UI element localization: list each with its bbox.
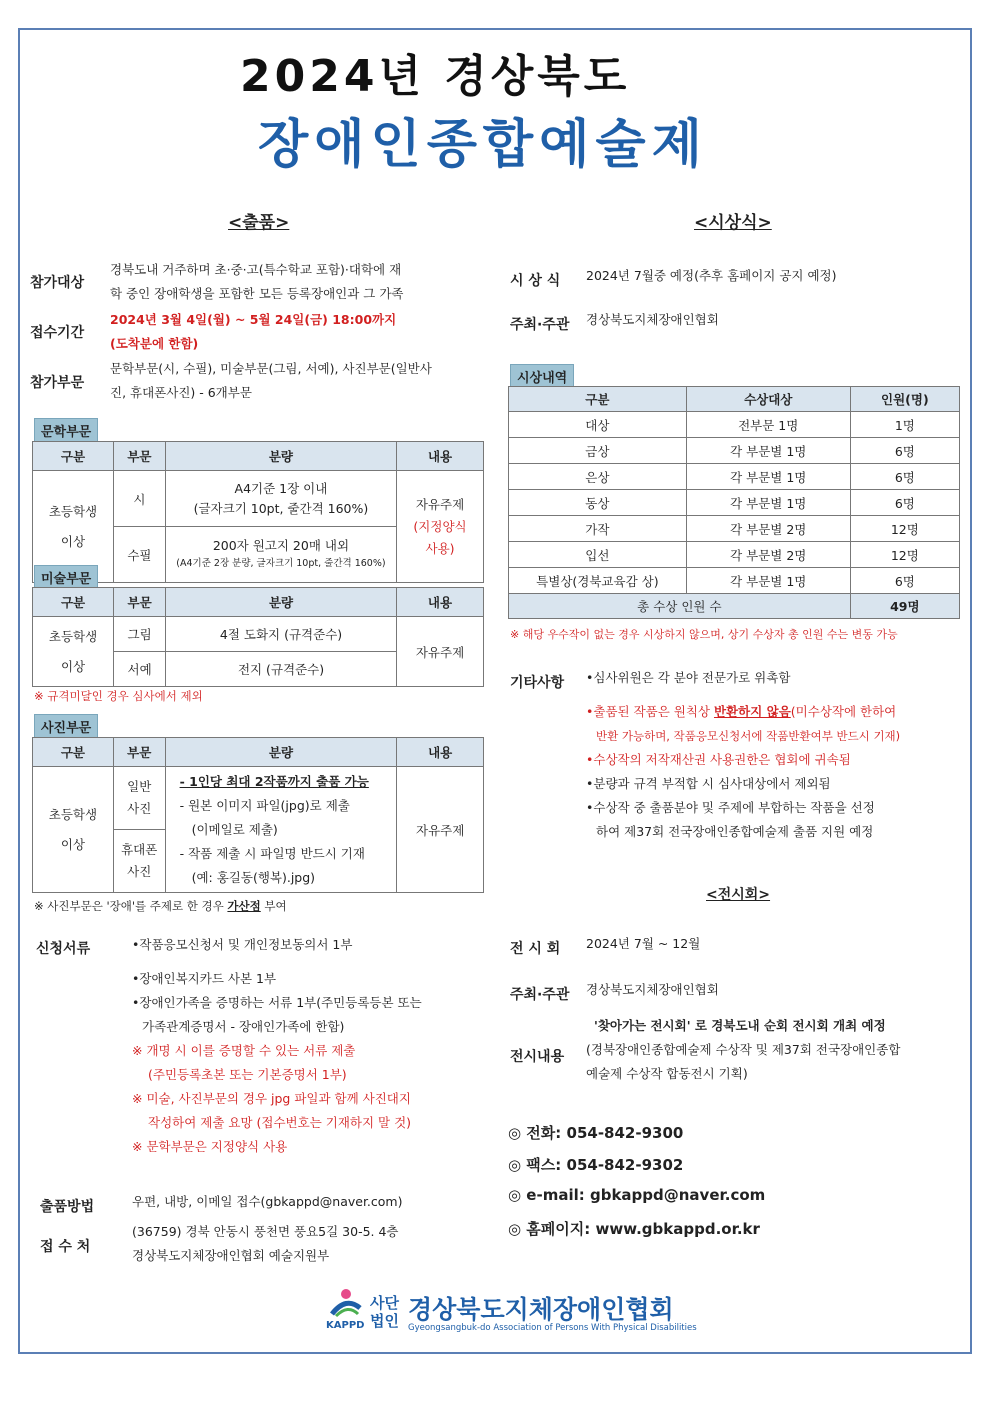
exhibit-text: 2024년 7월 ~ 12월 bbox=[586, 936, 701, 951]
awards-note: ※ 해당 우수작이 없는 경우 시상하지 않으며, 상기 수상자 총 인원 수는 변동 가능 bbox=[510, 628, 898, 641]
docs-list: •작품응모신청서 및 개인정보동의서 1부 •장애인복지카드 사본 1부 •장애인가족을 증명하는 서류 1부(주민등록등본 또는 가족관계증명서 - 장애인가족에 한함) ※ 개명 시 이를 증명할 수 있는 서류 제출 (주민등록초본 또는 기본증명서 1부) ※ 미술, 사진부문의 경우 jpg 파일과 함께 사진대지 작성하여 제출 요망 (접수번호는 기재하지 말 것) ※ 문학부문은 지정양식 사용 bbox=[132, 937, 422, 1154]
exhibit-content-text: '찾아가는 전시회' 로 경북도내 순회 전시회 개최 예정 (경북장애인종합예술제 수상작 및 제37회 전국장애인종합 예술제 수상작 합동전시 기획) bbox=[586, 1018, 901, 1081]
host-text: 경상북도지체장애인협회 bbox=[586, 312, 719, 327]
etc-list: •심사위원은 각 분야 전문가로 위촉함 •출품된 작품은 원칙상 반환하지 않음(미수상작에 한하여 반환 가능하며, 작품응모신청서에 작품반환여부 반드시 기재) •수상작의 저작재산권 사용권한은 협회에 귀속됨 •분량과 규격 부적합 시 심사대상에서 제외됨 •수상작 중 출품분야 및 주제에 부합하는 작품을 선정 하여 제37회 전국장애인종합예술제 출품 지원 예정 bbox=[586, 670, 901, 839]
exhibit-heading: <전시회> bbox=[706, 887, 771, 903]
receipt-label: 접 수 처 bbox=[40, 1239, 91, 1255]
table-row: 초등학생 이상 일반 사진 - 1인당 최대 2작품까지 출품 가능 - 원본 이미지 파일(jpg)로 제출 (이메일로 제출) - 작품 제출 시 파일명 반드시 기재 (예: 홍길동(행복).jpg) 자유주제 bbox=[33, 767, 484, 830]
table-row: 대상 전부문 1명 1명 bbox=[509, 412, 960, 438]
email-link[interactable]: ◎ e-mail: gbkappd@naver.com bbox=[508, 1186, 766, 1204]
logo-text: KAPPD bbox=[326, 1320, 365, 1331]
eligibility-text: 경북도내 거주하며 초·중·고(특수학교 포함)·대학에 재 학 중인 장애학생을 포함한 모든 등록장애인과 그 가족 bbox=[110, 262, 404, 301]
art-tag: 미술부문 bbox=[34, 565, 98, 590]
awards-table bbox=[508, 386, 960, 619]
table-row: 은상 각 부문별 1명 6명 bbox=[509, 464, 960, 490]
phone-text: ◎ 전화: 054-842-9300 bbox=[508, 1124, 684, 1142]
table-row: 동상 각 부문별 1명 6명 bbox=[509, 490, 960, 516]
photo-table bbox=[32, 737, 484, 893]
categories-label: 참가부문 bbox=[30, 375, 85, 391]
exhibit-label: 전 시 회 bbox=[510, 941, 561, 957]
ceremony-text: 2024년 7월중 예정(추후 홈페이지 공지 예정) bbox=[586, 268, 837, 283]
contact-block bbox=[508, 1122, 765, 1250]
table-row: 금상 각 부문별 1명 6명 bbox=[509, 438, 960, 464]
docs-label: 신청서류 bbox=[36, 941, 91, 957]
table-header-row: 구분 부문 분량 내용 bbox=[33, 738, 484, 767]
method-label: 출품방법 bbox=[40, 1199, 95, 1215]
table-row: 휴대폰 사진 bbox=[33, 830, 484, 893]
exhibit-content-label: 전시내용 bbox=[510, 1049, 565, 1065]
table-row: 가작 각 부문별 2명 12명 bbox=[509, 516, 960, 542]
ceremony-heading: <시상식> bbox=[694, 213, 772, 233]
total-row: 총 수상 인원 수 49명 bbox=[509, 594, 960, 619]
table-row: 입선 각 부문별 2명 12명 bbox=[509, 542, 960, 568]
literature-tag: 문학부문 bbox=[34, 418, 98, 443]
period-label: 접수기간 bbox=[30, 325, 85, 341]
method-text: 우편, 내방, 이메일 접수(gbkappd@naver.com) bbox=[132, 1194, 403, 1209]
title-main: 장애인종합예술제 bbox=[258, 115, 708, 175]
table-row: 수필 200자 원고지 20매 내외 (A4기준 2장 분량, 글자크기 10pt, 줄간격 160%) bbox=[33, 527, 484, 583]
org-name: 경상북도지체장애인협회 bbox=[408, 1295, 674, 1324]
exhibit-host-label: 주최·주관 bbox=[510, 987, 570, 1003]
table-header-row: 구분 수상대상 인원(명) bbox=[509, 387, 960, 412]
photo-note: ※ 사진부문은 '장애'를 주제로 한 경우 가산점 부여 bbox=[34, 899, 287, 913]
corp-type: 사단 법인 bbox=[370, 1294, 399, 1330]
kappd-logo-icon bbox=[326, 1288, 366, 1334]
receipt-text: (36759) 경북 안동시 풍천면 풍요5길 30-5. 4층 경상북도지체장애인협회 예술지원부 bbox=[132, 1224, 399, 1263]
fax-text: ◎ 팩스: 054-842-9302 bbox=[508, 1156, 684, 1174]
art-table bbox=[32, 587, 484, 687]
table-row: 초등학생 이상 그림 4절 도화지 (규격준수) 자유주제 bbox=[33, 617, 484, 652]
exhibit-host-text: 경상북도지체장애인협회 bbox=[586, 982, 719, 997]
table-row: 서예 전지 (규격준수) bbox=[33, 652, 484, 687]
etc-label: 기타사항 bbox=[510, 675, 565, 691]
categories-text: 문학부문(시, 수필), 미술부문(그림, 서예), 사진부문(일반사 진, 휴대폰사진) - 6개부문 bbox=[110, 361, 432, 400]
literature-table bbox=[32, 441, 484, 583]
title-year: 2024년 경상북도 bbox=[240, 51, 631, 102]
table-row: 초등학생 이상 시 A4기준 1장 이내 (글자크기 10pt, 줄간격 160%) 자유주제 (지정양식 사용) bbox=[33, 471, 484, 527]
period-text: 2024년 3월 4일(월) ~ 5월 24일(금) 18:00까지 (도착분에 한함) bbox=[110, 312, 397, 351]
table-header-row: 구분 부문 분량 내용 bbox=[33, 588, 484, 617]
org-eng-name: Gyeongsangbuk-do Association of Persons With Physical Disabilities bbox=[408, 1323, 697, 1333]
ceremony-label: 시 상 식 bbox=[510, 273, 561, 289]
eligibility-label: 참가대상 bbox=[30, 275, 85, 291]
homepage-link[interactable]: ◎ 홈페이지: www.gbkappd.or.kr bbox=[508, 1220, 760, 1238]
art-note: ※ 규격미달인 경우 심사에서 제외 bbox=[34, 689, 203, 703]
photo-tag: 사진부문 bbox=[34, 714, 98, 739]
awards-tag: 시상내역 bbox=[510, 364, 574, 389]
host-label: 주최·주관 bbox=[510, 317, 570, 333]
submission-heading: <출품> bbox=[228, 213, 290, 233]
table-row: 특별상(경북교육감 상) 각 부문별 1명 6명 bbox=[509, 568, 960, 594]
table-header-row: 구분 부문 분량 내용 bbox=[33, 442, 484, 471]
